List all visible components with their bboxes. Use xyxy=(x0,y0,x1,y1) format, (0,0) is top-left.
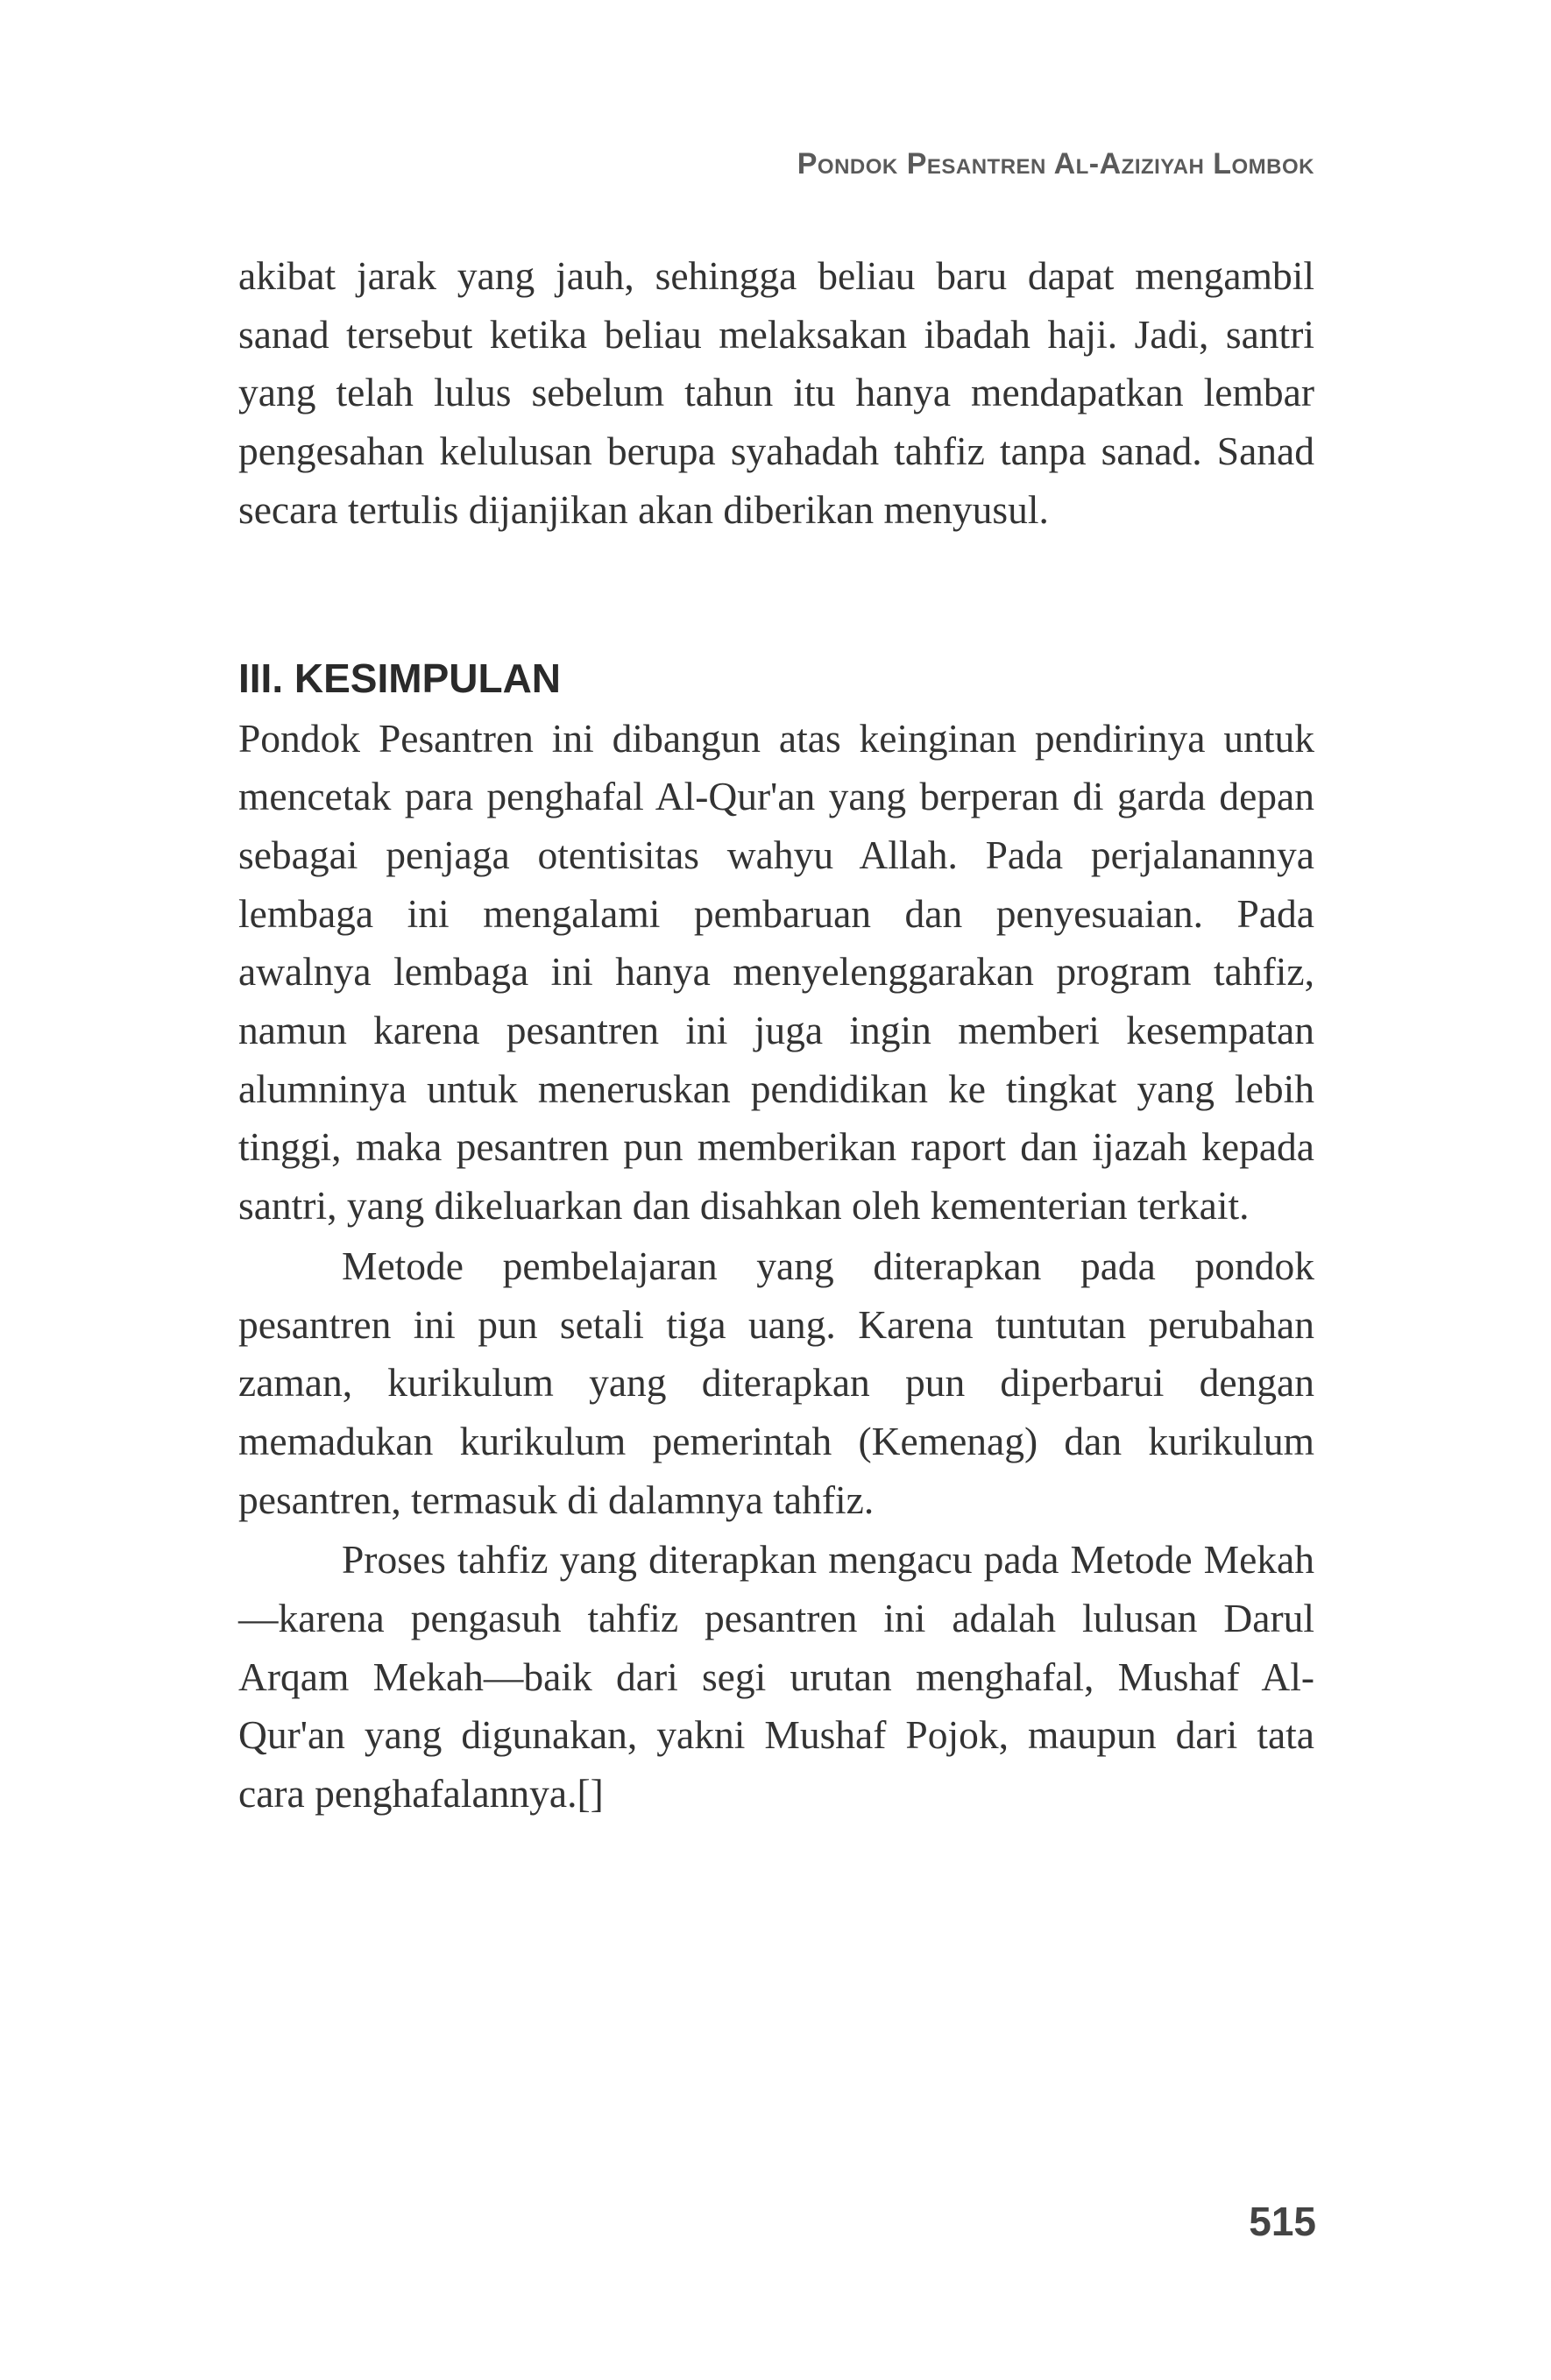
running-header: Pondok Pesantren Al-Aziziyah Lombok xyxy=(797,147,1314,181)
paragraph-conclusion-1: Pondok Pesantren ini dibangun atas keinginan pendirinya untuk mencetak para penghafal Al-Qur'an yang berperan di garda depan sebagai penjaga otentisitas wahyu Allah. Pada perjalanannya lembaga ini mengalami pembaruan dan penyesuaian. Pada awalnya lembaga ini hanya menyelenggarakan program tahfiz, namun karena pesantren ini juga ingin memberi kesempatan alumninya untuk meneruskan pendidikan ke tingkat yang lebih tinggi, maka pesantren pun memberikan raport dan ijazah kepada santri, yang dikeluarkan dan disahkan oleh kementerian terkait. xyxy=(238,715,1314,1229)
page-number: 515 xyxy=(1249,2199,1316,2244)
paragraph-intro: akibat jarak yang jauh, sehingga beliau baru dapat mengambil sanad tersebut ketika beliau melaksakan ibadah haji. Jadi, santri yang telah lulus sebelum tahun itu hanya mendapatkan lembar pengesahan kelulusan berupa syahadah tahfiz tanpa sanad. Sanad secara tertulis dijanjikan akan diberikan menyusul. xyxy=(238,253,1314,532)
paragraph-conclusion-3: Proses tahfiz yang diterapkan mengacu pada Metode Mekah—karena pengasuh tahfiz pesantren ini adalah lulusan Darul Arqam Mekah—baik dari segi urutan menghafal, Mushaf Al-Qur'an yang digunakan, yakni Mushaf Pojok, maupun dari tata cara penghafalannya.[] xyxy=(238,1537,1314,1817)
page-body xyxy=(238,247,1314,1824)
section-heading: III. KESIMPULAN xyxy=(238,655,562,701)
paragraph-conclusion-2: Metode pembelajaran yang diterapkan pada pondok pesantren ini pun setali tiga uang. Karena tuntutan perubahan zaman, kurikulum yang diterapkan pun diperbarui dengan memadukan kurikulum pemerintah (Kemenag) dan kurikulum pesantren, termasuk di dalamnya tahfiz. xyxy=(238,1243,1314,1522)
